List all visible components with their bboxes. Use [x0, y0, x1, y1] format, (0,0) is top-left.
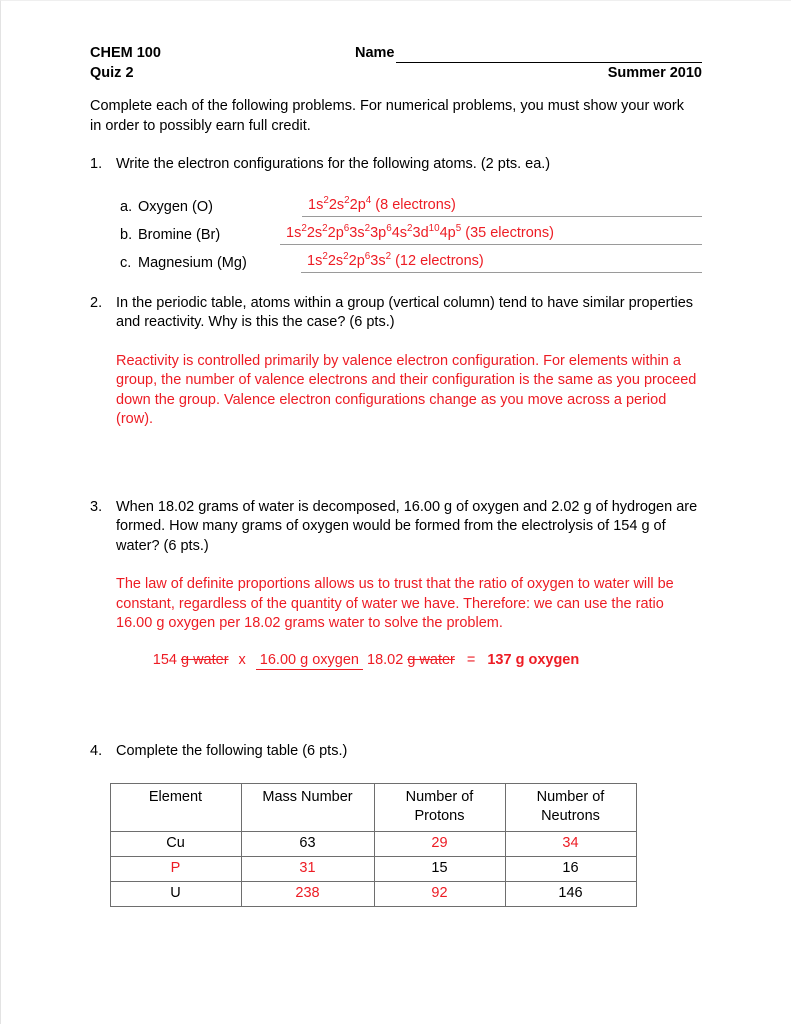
- isotope-table: [110, 783, 637, 907]
- table-head: [110, 784, 636, 832]
- question-1-label-a: [90, 197, 302, 217]
- header-number-of-neutrons: [505, 784, 636, 832]
- config-magnesium-note: (12 electrons): [391, 252, 484, 269]
- calc-given: [153, 652, 229, 668]
- config-oxygen: $1s^22s^22p^4$: [308, 194, 372, 213]
- cell-mass-cu: 63: [241, 832, 374, 857]
- q2-answer-indent: [90, 352, 116, 430]
- config-magnesium: $1s^22s^22p^63s^2$: [307, 250, 392, 269]
- question-1-text: Write the electron configurations for the following atoms. (2 pts. ea.): [116, 156, 551, 172]
- instructions-paragraph: Complete each of the following problems. For numerical problems, you must show your work in order to possibly earn full credit.: [90, 98, 684, 134]
- question-1-answer-list: [90, 189, 702, 273]
- item-letter-c: c.: [120, 254, 132, 271]
- config-bromine: $1s^22s^22p^63s^23p^64s^23d^{10}4p^5$: [286, 222, 462, 241]
- item-letter-a: a.: [120, 198, 133, 215]
- calc-given-value: 154: [152, 651, 181, 668]
- cell-mass-u: 238: [241, 882, 374, 907]
- calc-result: 137 g oxygen: [487, 651, 580, 668]
- question-2-answer: Reactivity is controlled primarily by valence electron configuration. For elements within a group, the number of valence electrons and their configuration is the same as you proceed down the group. Valence electron configurations change as you move across a period (row).: [116, 352, 697, 427]
- question-3-calculation: [90, 652, 702, 668]
- cell-protons-u: 92: [374, 882, 505, 907]
- cell-neutrons-u: 146: [505, 882, 636, 907]
- answer-blank-bromine[interactable]: [280, 223, 702, 245]
- question-3-text: When 18.02 grams of water is decomposed, 16.00 g of oxygen and 2.02 g of hydrogen are formed. How many grams of oxygen would be formed from the electrolysis of 154 g of water? (6 pts.): [116, 498, 698, 554]
- question-1-item-c: [90, 245, 702, 273]
- cell-mass-p: 31: [241, 857, 374, 882]
- header-row-bottom: [90, 64, 702, 83]
- course-title: CHEM 100: [90, 45, 161, 61]
- question-3-answer-block: [90, 575, 702, 634]
- cell-neutrons-p: 16: [505, 857, 636, 882]
- item-name-a: Oxygen (O): [138, 198, 213, 215]
- header-protons-line2: Protons: [414, 808, 465, 824]
- question-3-number: 3.: [90, 498, 103, 515]
- calc-numerator: 16.00 g oxygen: [256, 652, 363, 670]
- question-2: [90, 294, 702, 333]
- header-mass-number: [241, 784, 374, 832]
- config-oxygen-note: (8 electrons): [371, 196, 456, 213]
- name-blank-line[interactable]: [396, 48, 703, 63]
- item-letter-b: b.: [120, 226, 133, 243]
- isotope-table-container: [90, 783, 702, 907]
- question-1-item-b: [90, 217, 702, 245]
- cell-neutrons-cu: 34: [505, 832, 636, 857]
- calc-equals-sign: =: [466, 651, 476, 668]
- header-element-line1: Element: [148, 789, 203, 805]
- question-4-number: 4.: [90, 742, 103, 759]
- calc-given-unit: g water: [180, 651, 229, 668]
- calc-multiply-sign: x: [238, 651, 246, 668]
- table-header-row: [110, 784, 636, 832]
- header-mass-line1: Mass Number: [262, 789, 353, 805]
- cell-protons-cu: 29: [374, 832, 505, 857]
- answer-blank-oxygen[interactable]: [302, 195, 702, 217]
- header-row-top: [90, 44, 702, 63]
- cell-protons-p: 15: [374, 857, 505, 882]
- table-row: [110, 832, 636, 857]
- header-element: [110, 784, 241, 832]
- header-number-of-protons: [374, 784, 505, 832]
- question-1-label-c: [90, 253, 301, 273]
- table-body: [110, 832, 636, 907]
- config-bromine-note: (35 electrons): [461, 224, 554, 241]
- question-3: [90, 498, 702, 557]
- calc-conversion-fraction: [256, 652, 455, 668]
- quiz-title: Quiz 2: [90, 65, 134, 81]
- calc-denominator-unit: g water: [407, 651, 455, 668]
- question-2-text: In the periodic table, atoms within a group (vertical column) tend to have similar properties and reactivity. Why is this the case? (6 pts.): [116, 294, 694, 330]
- name-label: Name: [355, 45, 395, 61]
- header-protons-line1: Number of: [405, 789, 474, 805]
- question-1: [90, 155, 702, 175]
- term-label: Summer 2010: [607, 65, 702, 81]
- cell-element-p: P: [110, 857, 241, 882]
- page-header: [90, 44, 702, 83]
- cell-element-u: U: [110, 882, 241, 907]
- item-name-b: Bromine (Br): [138, 226, 221, 243]
- question-1-item-a: [90, 189, 702, 217]
- calc-denominator-value: 18.02: [367, 651, 408, 668]
- item-name-c: Magnesium (Mg): [138, 254, 247, 271]
- answer-blank-magnesium[interactable]: [301, 251, 702, 273]
- question-4: [90, 742, 702, 762]
- cell-element-cu: Cu: [110, 832, 241, 857]
- q3-answer-indent: [90, 575, 116, 634]
- question-1-number: 1.: [90, 156, 103, 172]
- page-content: [90, 44, 702, 907]
- table-row: [110, 857, 636, 882]
- question-2-number: 2.: [90, 294, 103, 311]
- table-row: [110, 882, 636, 907]
- header-neutrons-line1: Number of: [536, 789, 605, 805]
- question-2-answer-block: [90, 352, 702, 430]
- header-neutrons-line2: Neutrons: [541, 808, 600, 824]
- question-4-text: Complete the following table (6 pts.): [116, 742, 348, 759]
- calc-denominator: [367, 650, 455, 668]
- calculation-expression: [153, 652, 579, 668]
- question-3-answer: The law of definite proportions allows us to trust that the ratio of oxygen to water will be constant, regardless of the quantity of water we have. Therefore: we can use the ratio 16.00 g oxygen per 18.02 grams water to solve the problem.: [116, 576, 674, 631]
- question-1-label-b: [90, 225, 280, 245]
